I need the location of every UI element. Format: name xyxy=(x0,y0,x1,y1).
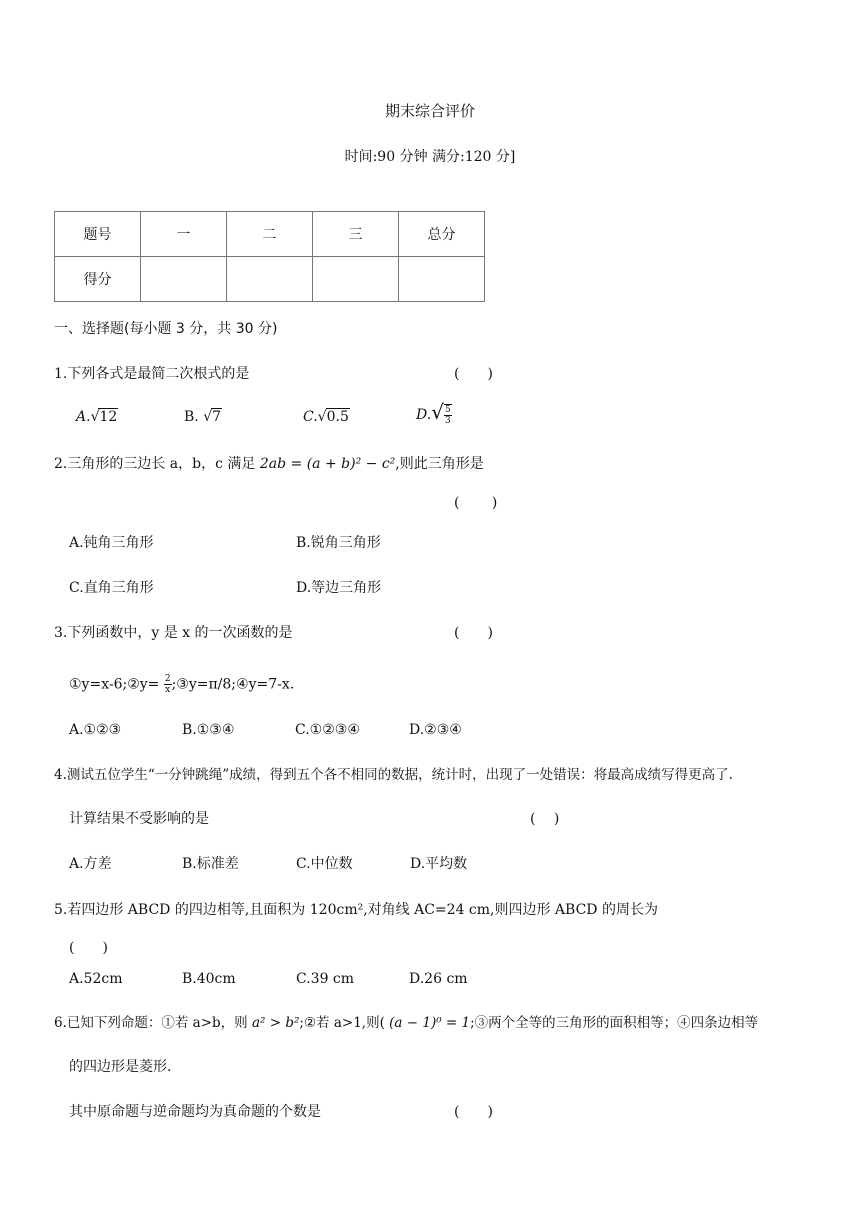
stem-text: ;③y=π/8;④y=7-x. xyxy=(171,676,295,693)
header-cell: 三 xyxy=(313,212,399,257)
option-d[interactable]: D.等边三角形 xyxy=(296,580,382,596)
score-cell[interactable] xyxy=(313,257,399,302)
fraction-numerator: 5 xyxy=(444,405,451,415)
option-d[interactable]: D.平均数 xyxy=(410,856,468,872)
option-b[interactable]: B.标准差 xyxy=(182,856,239,872)
stem-text: ;②若 a>1,则( xyxy=(299,1015,390,1031)
question-4-stem: 4.测试五位学生“一分钟跳绳”成绩，得到五个各不相同的数据，统计时，出现了一处错误：将最高成绩写得更高了. xyxy=(54,767,733,783)
question-1-stem: 1.下列各式是最简二次根式的是 xyxy=(54,366,250,382)
option-d[interactable]: D.26 cm xyxy=(409,971,468,987)
answer-blank[interactable]: ( ) xyxy=(69,940,108,956)
option-a[interactable]: A.52cm xyxy=(69,971,123,987)
fraction xyxy=(444,404,452,426)
function-list xyxy=(69,674,294,695)
option-label: D. xyxy=(416,407,432,423)
section-heading: 一、选择题(每小题 3 分，共 30 分) xyxy=(54,321,278,337)
header-cell: 一 xyxy=(141,212,227,257)
formula: (a − 1)⁰ = 1 xyxy=(389,1015,471,1031)
option-c[interactable]: C.①②③④ xyxy=(295,722,360,738)
question-6-prompt: 其中原命题与逆命题均为真命题的个数是 xyxy=(69,1104,321,1120)
option-c[interactable]: C.39 cm xyxy=(296,971,355,987)
option-b[interactable] xyxy=(184,408,222,425)
answer-blank[interactable]: ( ) xyxy=(454,625,493,641)
score-cell[interactable] xyxy=(227,257,313,302)
option-b[interactable]: B.40cm xyxy=(182,971,236,987)
option-a[interactable]: A.①②③ xyxy=(69,722,122,738)
option-b[interactable]: B.①③④ xyxy=(182,722,235,738)
answer-blank[interactable]: ( ) xyxy=(454,495,498,511)
stem-text: 2.三角形的三边长 a，b，c 满足 xyxy=(54,456,260,472)
question-6-stem-cont: 的四边形是菱形. xyxy=(69,1059,172,1075)
formula: a² > b² xyxy=(251,1015,300,1031)
sqrt-symbol: √12 xyxy=(90,409,118,425)
stem-text: 6.已知下列命题：①若 a>b，则 xyxy=(54,1015,252,1031)
table-row xyxy=(55,212,485,257)
sqrt-symbol: √ xyxy=(431,400,444,424)
table-row xyxy=(55,257,485,302)
option-c[interactable]: C.中位数 xyxy=(296,856,353,872)
option-c[interactable]: C.直角三角形 xyxy=(69,580,154,596)
answer-blank[interactable]: ( ) xyxy=(454,1104,493,1120)
question-5-stem: 5.若四边形 ABCD 的四边相等,且面积为 120cm²,对角线 AC=24 cm,则四边形 ABCD 的周长为 xyxy=(54,902,658,918)
option-label: C. xyxy=(303,409,318,425)
header-cell: 二 xyxy=(227,212,313,257)
sqrt-symbol: √0.5 xyxy=(317,409,349,425)
option-label: A. xyxy=(76,409,91,425)
option-label: B. xyxy=(184,409,204,425)
option-d[interactable] xyxy=(416,400,452,426)
answer-blank[interactable]: ( ) xyxy=(454,366,493,382)
score-table xyxy=(54,211,485,302)
page-title: 期末综合评价 xyxy=(384,102,475,120)
stem-text: ,则此三角形是 xyxy=(395,456,484,472)
formula: 2ab = (a + b)² − c² xyxy=(259,456,396,472)
option-c[interactable] xyxy=(303,408,350,425)
question-6-stem xyxy=(54,1011,758,1031)
fraction-denominator: x xyxy=(165,685,171,695)
answer-blank[interactable]: ( ) xyxy=(530,811,560,827)
score-cell[interactable] xyxy=(141,257,227,302)
option-a[interactable] xyxy=(76,408,118,425)
stem-text: ;③两个全等的三角形的面积相等；④四条边相等 xyxy=(470,1015,759,1031)
score-cell[interactable] xyxy=(399,257,485,302)
fraction-numerator: 2 xyxy=(164,674,171,684)
option-d[interactable]: D.②③④ xyxy=(409,722,462,738)
option-b[interactable]: B.锐角三角形 xyxy=(296,535,381,551)
question-3-stem: 3.下列函数中，y 是 x 的一次函数的是 xyxy=(54,625,293,641)
header-cell: 题号 xyxy=(55,212,141,257)
fraction-denominator: 3 xyxy=(444,416,451,426)
radicand: 0.5 xyxy=(326,409,349,425)
radicand: 7 xyxy=(212,409,222,425)
stem-text: ①y=x-6;②y= xyxy=(69,676,164,693)
option-a[interactable]: A.方差 xyxy=(69,856,112,872)
question-4-stem-cont: 计算结果不受影响的是 xyxy=(69,811,209,827)
row-label-cell: 得分 xyxy=(55,257,141,302)
radicand: 12 xyxy=(99,409,118,425)
question-2-stem xyxy=(54,453,484,473)
sqrt-symbol: √7 xyxy=(203,409,222,425)
exam-info: 时间:90 分钟 满分:120 分] xyxy=(344,149,516,165)
header-cell: 总分 xyxy=(399,212,485,257)
fraction xyxy=(164,674,172,695)
option-a[interactable]: A.钝角三角形 xyxy=(69,535,154,551)
